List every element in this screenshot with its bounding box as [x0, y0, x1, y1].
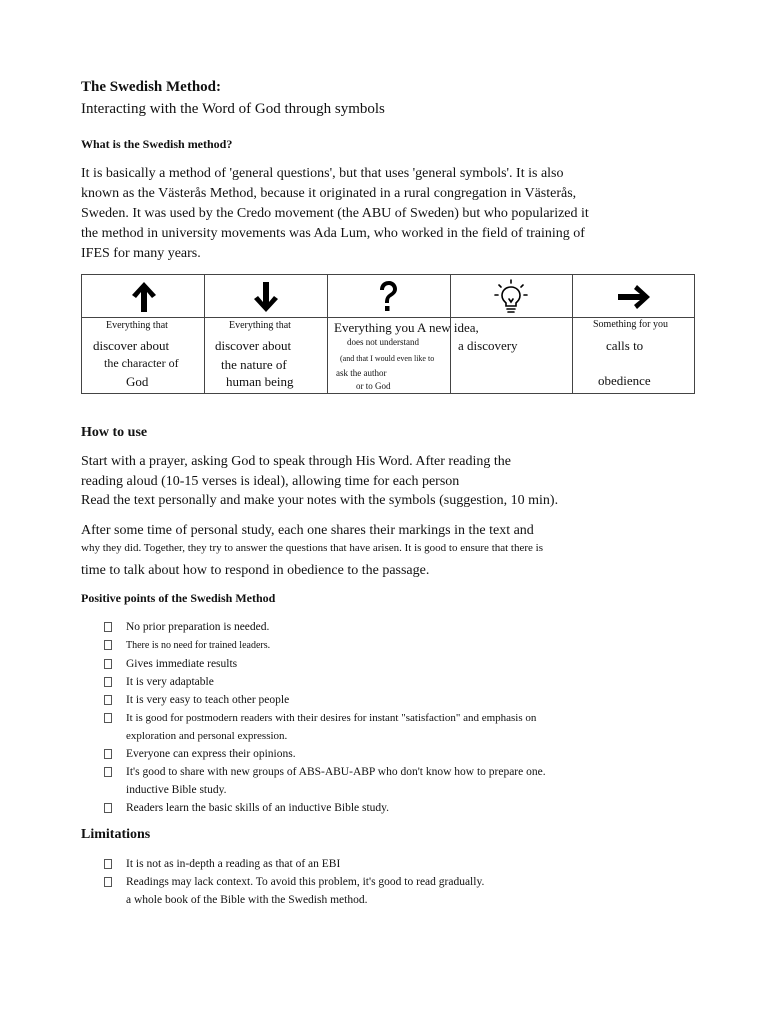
limitations-list — [104, 855, 484, 909]
list-item: It's good to share with new groups of ABS-ABU-ABP who don't know how to prepare one. inductive Bible study. — [104, 763, 546, 799]
bullet-box-icon — [104, 749, 112, 759]
table-divider — [82, 317, 694, 318]
bullet-box-icon — [104, 640, 112, 650]
bullet-box-icon — [104, 659, 112, 669]
positive-points-list — [104, 618, 546, 817]
bullet-box-icon — [104, 622, 112, 632]
list-item: It is good for postmodern readers with their desires for instant "satisfaction" and emphasis on exploration and personal expression. — [104, 709, 546, 745]
list-item: Gives immediate results — [104, 655, 546, 673]
after-line: time to talk about how to respond in obedience to the passage. — [81, 563, 430, 578]
list-item: Everyone can express their opinions. — [104, 745, 546, 763]
bullet-box-icon — [104, 695, 112, 705]
list-item: Readers learn the basic skills of an inductive Bible study. — [104, 799, 546, 817]
symbol-down-line3: the nature of — [221, 357, 287, 372]
symbol-question-line5: or to God — [356, 381, 391, 391]
symbol-up-line3: the character of — [104, 356, 179, 370]
symbol-idea-line1: a discovery — [458, 338, 518, 353]
intro-line: IFES for many years. — [81, 246, 201, 261]
symbol-up-line1: Everything that — [106, 320, 168, 331]
what-heading: What is the Swedish method? — [81, 137, 233, 151]
how-line: reading aloud (10-15 verses is ideal), allowing time for each person — [81, 474, 460, 489]
after-line: After some time of personal study, each one shares their markings in the text and — [81, 523, 534, 538]
table-divider — [327, 275, 328, 393]
symbol-down-line1: Everything that — [229, 320, 291, 331]
table-divider — [572, 275, 573, 393]
how-line: Read the text personally and make your notes with the symbols (suggestion, 10 min). — [81, 493, 559, 508]
symbol-question-line2: does not understand — [347, 337, 419, 347]
document-title: The Swedish Method: — [81, 79, 222, 95]
bullet-box-icon — [104, 859, 112, 869]
arrow-up-icon — [124, 279, 164, 315]
symbol-up-line2: discover about — [93, 338, 170, 353]
symbol-down-line2: discover about — [215, 338, 292, 353]
intro-paragraph — [81, 164, 601, 264]
list-item: There is no need for trained leaders. — [104, 636, 546, 655]
intro-line: the method in university movements was Ada Lum, who worked in the field of training of — [81, 226, 585, 241]
document-subtitle: Interacting with the Word of God through symbols — [81, 101, 385, 117]
after-line: why they did. Together, they try to answer the questions that have arisen. It is good to ensure that there is — [81, 542, 544, 554]
how-line: Start with a prayer, asking God to speak through His Word. After reading the — [81, 454, 512, 469]
arrow-down-icon — [246, 279, 286, 315]
positive-heading: Positive points of the Swedish Method — [81, 591, 276, 605]
symbol-question-line4: ask the author — [336, 368, 387, 378]
symbol-up-line4: God — [126, 374, 149, 389]
list-item: It is not as in-depth a reading as that of an EBI — [104, 855, 484, 873]
list-item: It is very adaptable — [104, 673, 546, 691]
symbol-obey-line3: obedience — [598, 373, 651, 388]
symbol-down-line4: human being — [226, 374, 294, 389]
lightbulb-icon — [491, 279, 531, 315]
arrow-right-icon — [613, 279, 653, 315]
symbol-obey-line2: calls to — [606, 338, 644, 353]
bullet-box-icon — [104, 677, 112, 687]
bullet-box-icon — [104, 767, 112, 777]
symbol-obey-line1: Something for you — [593, 319, 668, 330]
table-divider — [204, 275, 205, 393]
how-heading: How to use — [81, 425, 148, 440]
symbol-question-line1: Everything you A new idea, — [334, 320, 479, 335]
list-item: Readings may lack context. To avoid this problem, it's good to read gradually. a whole book of the Bible with the Swedish method. — [104, 873, 484, 909]
limitations-heading: Limitations — [81, 827, 151, 842]
list-item: No prior preparation is needed. — [104, 618, 546, 636]
bullet-box-icon — [104, 713, 112, 723]
symbols-table — [81, 274, 695, 394]
bullet-box-icon — [104, 877, 112, 887]
intro-line: Sweden. It was used by the Credo movement (the ABU of Sweden) but who popularized it — [81, 206, 589, 221]
symbol-question-line3: (and that I would even like to — [340, 354, 435, 363]
intro-line: known as the Västerås Method, because it originated in a rural congregation in Västerås, — [81, 186, 577, 201]
question-mark-icon — [368, 279, 408, 315]
bullet-box-icon — [104, 803, 112, 813]
list-item: It is very easy to teach other people — [104, 691, 546, 709]
intro-line: It is basically a method of 'general questions', but that uses 'general symbols'. It is also — [81, 166, 564, 181]
